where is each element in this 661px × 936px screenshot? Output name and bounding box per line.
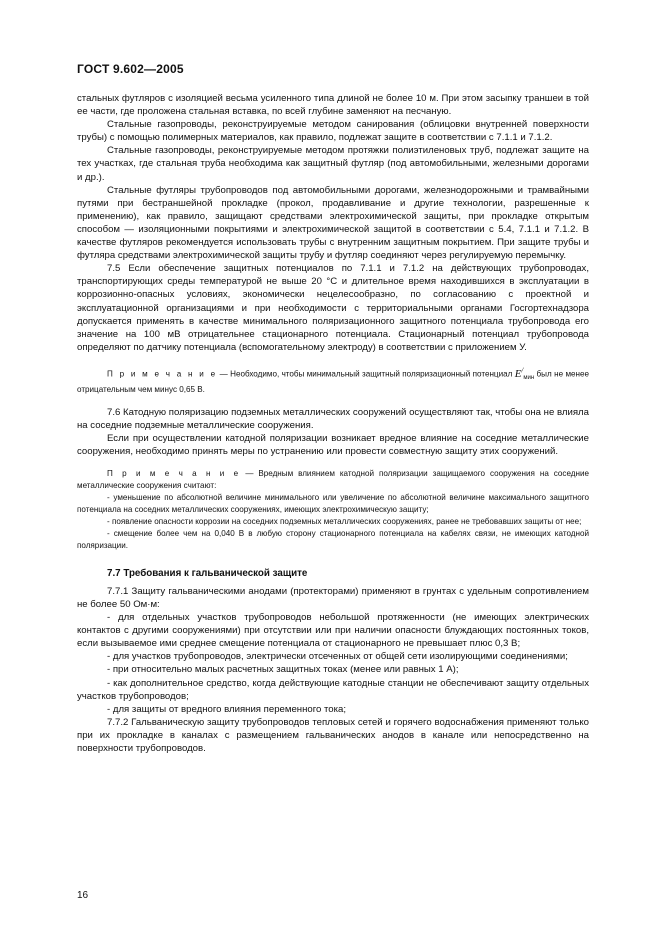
list-item: - для участков трубопроводов, электрически отсеченных от общей сети изолирующими соединениями; [107,651,568,663]
potential-symbol: $E^/_{мин}$ [514,365,535,381]
note-min-potential [77,364,589,396]
section-heading-7-7: 7.7 Требования к гальванической защите [107,567,308,579]
note-text: был не менее отрицательным чем минус 0,65 В. [77,369,589,394]
clause-7-7-1: 7.7.1 Защиту гальваническими анодами (протекторами) применяют в грунтах с удельным сопротивлением не более 50 Ом·м: [77,585,589,610]
paragraph: Стальные газопроводы, реконструируемые методом протяжки полиэтиленовых труб, подлежат защите на тех участках, где стальная труба необходима как защитный футляр (под автомобильными, железными дорогами и др.). [77,145,589,183]
list-item: - как дополнительное средство, когда действующие катодные станции не обеспечивают защиту отдельных участков трубопроводов; [77,677,589,702]
paragraph: Стальные газопроводы, реконструируемые методом санирования (облицовки внутренней поверхности трубы) с помощью полимерных материалов, как правило, подлежат защите в соответствии с 7.1.1 и 7.1.2. [77,119,589,144]
note-label: П р и м е ч а н и е [107,468,241,478]
list-item: - для защиты от вредного влияния переменного тока; [107,703,347,715]
note-list-item: - появление опасности коррозии на соседних подземных металлических сооружениях, ранее не требовавших защиты от нее; [107,516,582,526]
clause-7-5: 7.5 Если обеспечение защитных потенциалов по 7.1.1 и 7.1.2 на действующих трубопроводах, транспортирующих среды температурой не выше 20 °С и длительное время находившихся в эксплуатации в коррозионно-опасных условиях, экономически нецелесообразно, по согласованию с проектной и эксплуатационной организациями и при необходимости с территориальными органами Госгортехнадзора допускается применять в качестве минимального поляризационного защитного потенциала трубопровода его значение на 100 мВ отрицательнее стационарного потенциала. Стационарный потенциал трубопровода определяют по датчику потенциала (вспомогательному электроду) в соответствии с приложением У. [77,263,589,353]
clause-7-7-2: 7.7.2 Гальваническую защиту трубопроводов тепловых сетей и горячего водоснабжения применяют только при их прокладке в каналах с размещением гальванических анодов в канале или непосредственно на поверхности трубопроводов. [77,716,589,755]
note-list-item: - смещение более чем на 0,040 В в любую сторону стационарного потенциала на кабелях связи, не имеющих катодной поляризации. [77,528,589,550]
list-item: - для отдельных участков трубопроводов небольшой протяженности (не имеющих электрических контактов с другими сооружениями) при отсутствии или при наличии опасности блуждающих постоянных токов, если вызываемое ими среднее смещение потенциала от стационарного не превышает плюс 0,3 В; [77,612,589,650]
note-label: П р и м е ч а н и е [107,369,218,379]
paragraph: Если при осуществлении катодной поляризации возникает вредное влияние на соседние металлические сооружения, необходимо принять меры по устранению или провести совместную защиту этих сооружений. [77,432,589,457]
clause-7-6: 7.6 Катодную поляризацию подземных металлических сооружений осуществляют так, чтобы она не влияла на соседние подземные металлические сооружения. [77,406,589,431]
page-number: 16 [77,890,89,901]
list-item: - при относительно малых расчетных защитных токах (менее или равных 1 А); [107,664,459,676]
document-header: ГОСТ 9.602—2005 [77,62,184,76]
note-list-item: - уменьшение по абсолютной величине минимального или увеличение по абсолютной величине максимального защитного потенциала на соседних металлических сооружениях, имеющих электрохимическую защиту; [77,492,589,514]
paragraph: стальных футляров с изоляцией весьма усиленного типа длиной не более 10 м. При этом засыпку траншеи в той ее части, где проложена стальная вставка, по всей глубине заменяют на песчаную. [77,93,589,118]
note-harmful-influence [77,468,589,492]
note-text: — Вредным влиянием катодной поляризации защищаемого сооружения на соседние металлические сооружения считают: [77,468,590,490]
note-text: — Необходимо, чтобы минимальный защитный поляризационный потенциал [217,369,515,379]
paragraph: Стальные футляры трубопроводов под автомобильными дорогами, железнодорожными и трамвайными путями при бестраншейной прокладке (прокол, продавливание и другие технологии, разрешенные к применению), как правило, защищают средствами электрохимической защиты, при прокладке открытым способом — изоляционными покрытиями и электрохимической защитой в соответствии с 5.4, 7.1.1 и 7.1.2. В качестве футляров рекомендуется использовать трубы с внутренним защитным покрытием. При защите трубы и футляра средствами электрохимической защиты трубу и футляр соединяют через регулируемую перемычку. [77,184,589,262]
page-body [77,92,589,755]
